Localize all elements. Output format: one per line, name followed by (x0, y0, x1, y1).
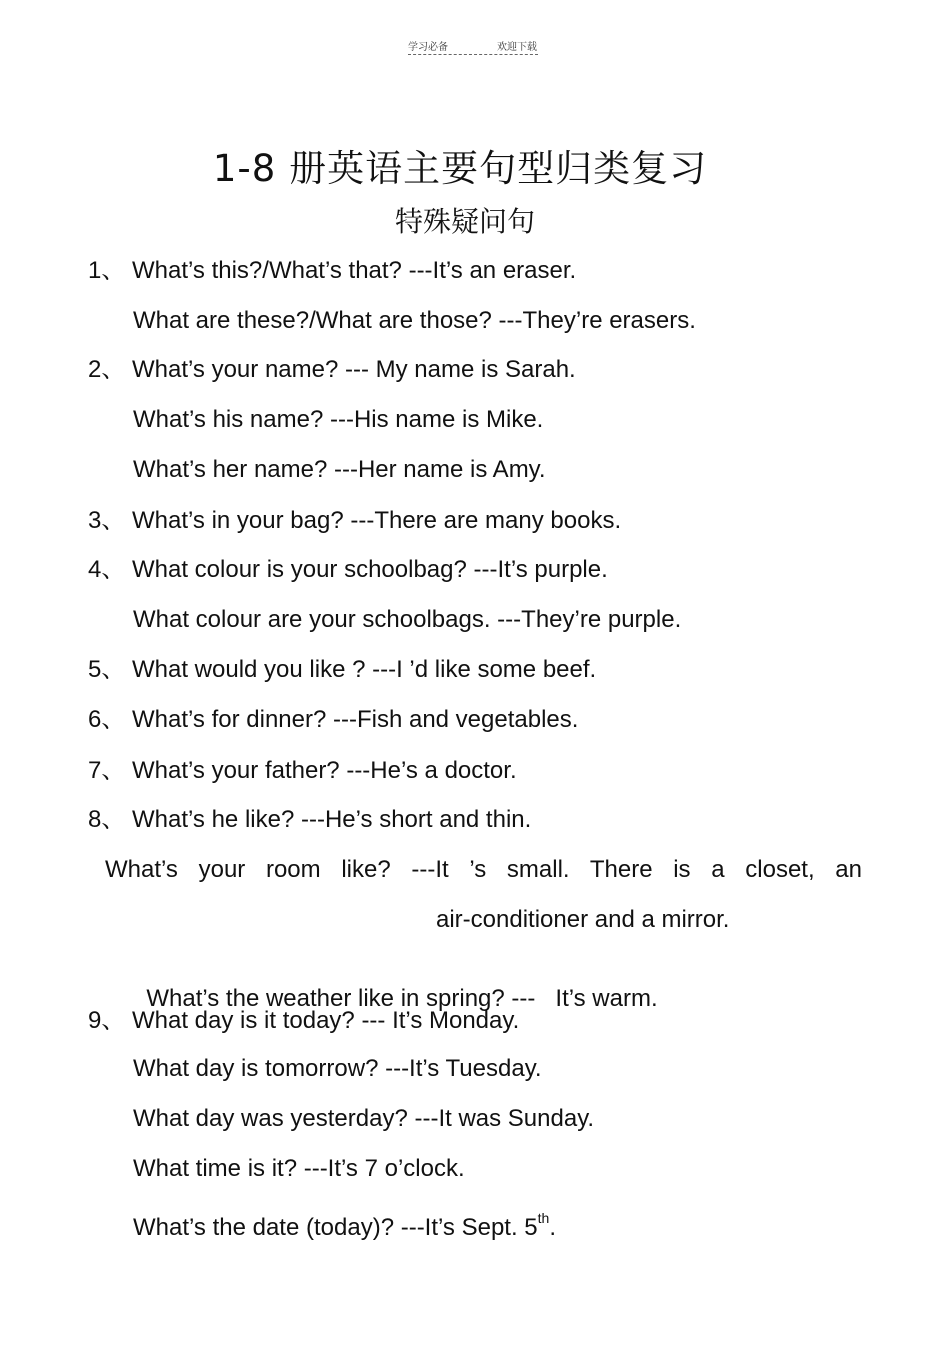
list-item (105, 855, 862, 885)
list-item (88, 805, 531, 835)
list-item (88, 1006, 519, 1036)
list-item (133, 954, 658, 1014)
header-right-text: 欢迎下载 (497, 42, 537, 53)
item-text: What time is it? ---It’s 7 o’clock. (133, 1155, 465, 1182)
item-number: 3、 (88, 507, 126, 534)
item-number: 2、 (88, 356, 126, 383)
item-text: What day is tomorrow? ---It’s Tuesday. (133, 1055, 542, 1082)
item-text: What are these?/What are those? ---They’re erasers. (133, 307, 696, 334)
item-text: What day was yesterday? ---It was Sunday. (133, 1105, 595, 1132)
item-number: 5、 (88, 656, 126, 683)
list-item (88, 655, 596, 685)
list-item (133, 455, 546, 485)
list-item (133, 1104, 594, 1134)
list-item (133, 1203, 556, 1243)
item-text: What colour is your schoolbag? ---It’s purple. (132, 556, 608, 583)
item-text: What’s your name? --- My name is Sarah. (132, 356, 576, 383)
list-item (88, 756, 517, 786)
item-text: What’s for dinner? ---Fish and vegetables. (132, 706, 579, 733)
list-item (133, 1154, 465, 1184)
item-number: 1、 (88, 257, 126, 284)
list-item (436, 905, 729, 935)
item-text: What day is it today? --- It’s Monday. (132, 1007, 520, 1034)
item-text: What colour are your schoolbags. ---They’re purple. (133, 606, 682, 633)
header-left-text: 学习必备 (408, 42, 448, 53)
item-text: What’s he like? ---He’s short and thin. (132, 806, 532, 833)
superscript-suffix: th (537, 1210, 550, 1226)
item-number: 9、 (88, 1007, 126, 1034)
item-text: What’s your father? ---He’s a doctor. (132, 757, 517, 784)
item-text: What’s the date (today)? ---It’s Sept. 5 (133, 1214, 538, 1241)
header-divider (408, 54, 538, 55)
item-text: What would you like ? ---I ’d like some beef. (132, 656, 597, 683)
list-item (133, 1054, 542, 1084)
item-text: What’s his name? ---His name is Mike. (133, 406, 544, 433)
item-text: What’s your room like? ---It ’s small. There is a closet, an (105, 856, 862, 883)
item-text: What’s this?/What’s that? ---It’s an eraser. (132, 257, 577, 284)
list-item (88, 705, 578, 735)
list-item (133, 605, 681, 635)
list-item (133, 306, 696, 336)
item-text: What’s her name? ---Her name is Amy. (133, 456, 546, 483)
list-item (88, 555, 608, 585)
list-item (88, 355, 576, 385)
list-item (88, 256, 576, 286)
item-text-tail: . (549, 1214, 556, 1241)
page-header (408, 38, 538, 58)
item-number: 7、 (88, 757, 126, 784)
list-item (133, 405, 543, 435)
document-title: 1-8 册英语主要句型归类复习 (212, 147, 708, 190)
item-number: 4、 (88, 556, 126, 583)
section-subtitle: 特殊疑问句 (394, 205, 535, 238)
item-text: air-conditioner and a mirror. (436, 906, 730, 933)
item-text: What’s in your bag? ---There are many books. (132, 507, 622, 534)
item-number: 6、 (88, 706, 126, 733)
list-item (88, 506, 621, 536)
item-text: What’s the weather like in spring? --- It’s warm. (146, 985, 658, 1012)
item-number: 8、 (88, 806, 126, 833)
